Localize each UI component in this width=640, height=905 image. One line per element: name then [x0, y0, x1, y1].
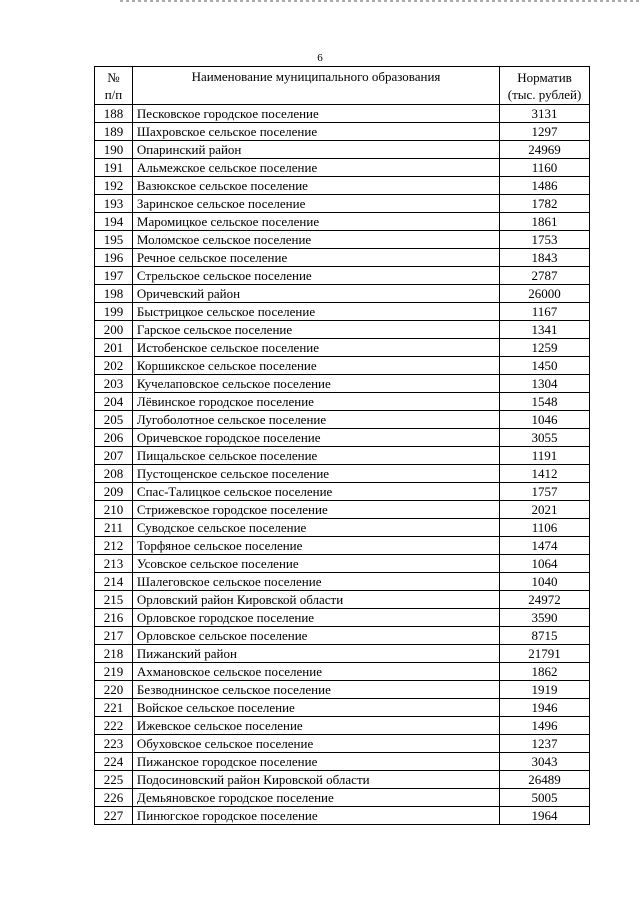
table-row — [95, 717, 590, 735]
table-row — [95, 753, 590, 771]
table-row — [95, 375, 590, 393]
page-number: 6 — [317, 52, 323, 64]
header-value — [500, 67, 590, 105]
row-name: Шахровское сельское поселение — [132, 123, 499, 141]
row-value: 21791 — [500, 645, 590, 663]
table-header-row — [95, 67, 590, 105]
row-name: Суводское сельское поселение — [132, 519, 499, 537]
row-name: Альмежское сельское поселение — [132, 159, 499, 177]
row-name: Оричевское городское поселение — [132, 429, 499, 447]
row-value: 26000 — [500, 285, 590, 303]
row-name: Вазюкское сельское поселение — [132, 177, 499, 195]
table-body — [95, 105, 590, 825]
row-value: 8715 — [500, 627, 590, 645]
row-name: Торфяное сельское поселение — [132, 537, 499, 555]
row-value: 24972 — [500, 591, 590, 609]
header-value-line2: (тыс. рублей) — [507, 86, 582, 102]
row-value: 1782 — [500, 195, 590, 213]
row-name: Речное сельское поселение — [132, 249, 499, 267]
row-number: 204 — [95, 393, 133, 411]
row-value: 1160 — [500, 159, 590, 177]
table-row — [95, 555, 590, 573]
row-number: 203 — [95, 375, 133, 393]
row-name: Истобенское сельское поселение — [132, 339, 499, 357]
row-name: Орловский район Кировской области — [132, 591, 499, 609]
row-number: 192 — [95, 177, 133, 195]
row-value: 1843 — [500, 249, 590, 267]
row-number: 207 — [95, 447, 133, 465]
table-row — [95, 411, 590, 429]
row-number: 193 — [95, 195, 133, 213]
row-value: 1474 — [500, 537, 590, 555]
table-row — [95, 771, 590, 789]
row-number: 201 — [95, 339, 133, 357]
header-number-line2: п/п — [104, 86, 123, 102]
row-name: Быстрицкое сельское поселение — [132, 303, 499, 321]
row-name: Моломское сельское поселение — [132, 231, 499, 249]
row-name: Лугоболотное сельское поселение — [132, 411, 499, 429]
table-row — [95, 645, 590, 663]
row-name: Пинюгское городское поселение — [132, 807, 499, 825]
row-value: 1106 — [500, 519, 590, 537]
row-value: 1486 — [500, 177, 590, 195]
row-number: 195 — [95, 231, 133, 249]
table-row — [95, 357, 590, 375]
row-number: 227 — [95, 807, 133, 825]
row-number: 210 — [95, 501, 133, 519]
row-name: Подосиновский район Кировской области — [132, 771, 499, 789]
table-row — [95, 339, 590, 357]
row-value: 1237 — [500, 735, 590, 753]
row-name: Обуховское сельское поселение — [132, 735, 499, 753]
row-number: 219 — [95, 663, 133, 681]
row-number: 189 — [95, 123, 133, 141]
row-number: 197 — [95, 267, 133, 285]
table-row — [95, 267, 590, 285]
row-number: 223 — [95, 735, 133, 753]
row-name: Пижанский район — [132, 645, 499, 663]
row-name: Ахмановское сельское поселение — [132, 663, 499, 681]
row-value: 3055 — [500, 429, 590, 447]
table-row — [95, 321, 590, 339]
row-number: 206 — [95, 429, 133, 447]
row-value: 1167 — [500, 303, 590, 321]
row-number: 199 — [95, 303, 133, 321]
row-name: Ижевское сельское поселение — [132, 717, 499, 735]
row-value: 1297 — [500, 123, 590, 141]
row-value: 1753 — [500, 231, 590, 249]
row-value: 1964 — [500, 807, 590, 825]
row-number: 226 — [95, 789, 133, 807]
row-number: 216 — [95, 609, 133, 627]
row-name: Заринское сельское поселение — [132, 195, 499, 213]
row-name: Стрижевское городское поселение — [132, 501, 499, 519]
row-number: 215 — [95, 591, 133, 609]
row-value: 1496 — [500, 717, 590, 735]
row-number: 225 — [95, 771, 133, 789]
row-value: 1946 — [500, 699, 590, 717]
row-name: Гарское сельское поселение — [132, 321, 499, 339]
row-number: 202 — [95, 357, 133, 375]
row-number: 209 — [95, 483, 133, 501]
row-name: Демьяновское городское поселение — [132, 789, 499, 807]
row-value: 1919 — [500, 681, 590, 699]
header-number — [95, 67, 133, 105]
row-value: 26489 — [500, 771, 590, 789]
row-value: 5005 — [500, 789, 590, 807]
table-row — [95, 789, 590, 807]
row-name: Стрельское сельское поселение — [132, 267, 499, 285]
row-name: Орловское городское поселение — [132, 609, 499, 627]
table-row — [95, 735, 590, 753]
table-row — [95, 195, 590, 213]
row-name: Орловское сельское поселение — [132, 627, 499, 645]
row-name: Пустощенское сельское поселение — [132, 465, 499, 483]
row-value: 3131 — [500, 105, 590, 123]
table-row — [95, 159, 590, 177]
row-value: 1191 — [500, 447, 590, 465]
row-value: 3590 — [500, 609, 590, 627]
table-row — [95, 807, 590, 825]
table-row — [95, 141, 590, 159]
row-value: 1757 — [500, 483, 590, 501]
row-number: 222 — [95, 717, 133, 735]
row-value: 2021 — [500, 501, 590, 519]
row-value: 3043 — [500, 753, 590, 771]
table-row — [95, 501, 590, 519]
row-number: 213 — [95, 555, 133, 573]
table-row — [95, 573, 590, 591]
row-value: 1046 — [500, 411, 590, 429]
row-name: Коршикское сельское поселение — [132, 357, 499, 375]
row-name: Маромицкое сельское поселение — [132, 213, 499, 231]
row-value: 2787 — [500, 267, 590, 285]
row-number: 205 — [95, 411, 133, 429]
row-value: 1304 — [500, 375, 590, 393]
row-name: Усовское сельское поселение — [132, 555, 499, 573]
table-row — [95, 447, 590, 465]
row-number: 200 — [95, 321, 133, 339]
row-value: 24969 — [500, 141, 590, 159]
row-number: 218 — [95, 645, 133, 663]
table-row — [95, 249, 590, 267]
row-name: Оричевский район — [132, 285, 499, 303]
row-name: Пищальское сельское поселение — [132, 447, 499, 465]
row-name: Шалеговское сельское поселение — [132, 573, 499, 591]
header-name: Наименование муниципального образования — [132, 67, 499, 105]
row-number: 224 — [95, 753, 133, 771]
row-number: 220 — [95, 681, 133, 699]
table-row — [95, 681, 590, 699]
row-number: 212 — [95, 537, 133, 555]
table-row — [95, 627, 590, 645]
row-value: 1341 — [500, 321, 590, 339]
table-row — [95, 537, 590, 555]
table-row — [95, 519, 590, 537]
row-value: 1548 — [500, 393, 590, 411]
header-value-line1: Норматив — [517, 69, 572, 85]
row-value: 1862 — [500, 663, 590, 681]
table-row — [95, 699, 590, 717]
table-row — [95, 465, 590, 483]
row-value: 1040 — [500, 573, 590, 591]
row-number: 196 — [95, 249, 133, 267]
table-row — [95, 213, 590, 231]
row-name: Безводнинское сельское поселение — [132, 681, 499, 699]
table-row — [95, 429, 590, 447]
row-name: Опаринский район — [132, 141, 499, 159]
row-value: 1450 — [500, 357, 590, 375]
table-row — [95, 609, 590, 627]
header-number-line1: № — [107, 69, 120, 85]
row-value: 1861 — [500, 213, 590, 231]
table-row — [95, 393, 590, 411]
table-row — [95, 483, 590, 501]
table-row — [95, 285, 590, 303]
scan-top-edge — [120, 0, 640, 2]
table-row — [95, 231, 590, 249]
table-row — [95, 105, 590, 123]
norm-table — [94, 66, 590, 825]
row-number: 190 — [95, 141, 133, 159]
table-row — [95, 303, 590, 321]
table-row — [95, 591, 590, 609]
row-number: 191 — [95, 159, 133, 177]
row-number: 217 — [95, 627, 133, 645]
row-number: 214 — [95, 573, 133, 591]
row-number: 211 — [95, 519, 133, 537]
row-name: Лёвинское городское поселение — [132, 393, 499, 411]
row-number: 194 — [95, 213, 133, 231]
row-name: Пижанское городское поселение — [132, 753, 499, 771]
row-number: 221 — [95, 699, 133, 717]
table-row — [95, 123, 590, 141]
row-value: 1412 — [500, 465, 590, 483]
row-number: 208 — [95, 465, 133, 483]
row-number: 198 — [95, 285, 133, 303]
row-name: Войское сельское поселение — [132, 699, 499, 717]
table-row — [95, 663, 590, 681]
row-name: Кучелаповское сельское поселение — [132, 375, 499, 393]
table-row — [95, 177, 590, 195]
row-number: 188 — [95, 105, 133, 123]
row-name: Спас-Талицкое сельское поселение — [132, 483, 499, 501]
row-value: 1064 — [500, 555, 590, 573]
row-value: 1259 — [500, 339, 590, 357]
row-name: Песковское городское поселение — [132, 105, 499, 123]
